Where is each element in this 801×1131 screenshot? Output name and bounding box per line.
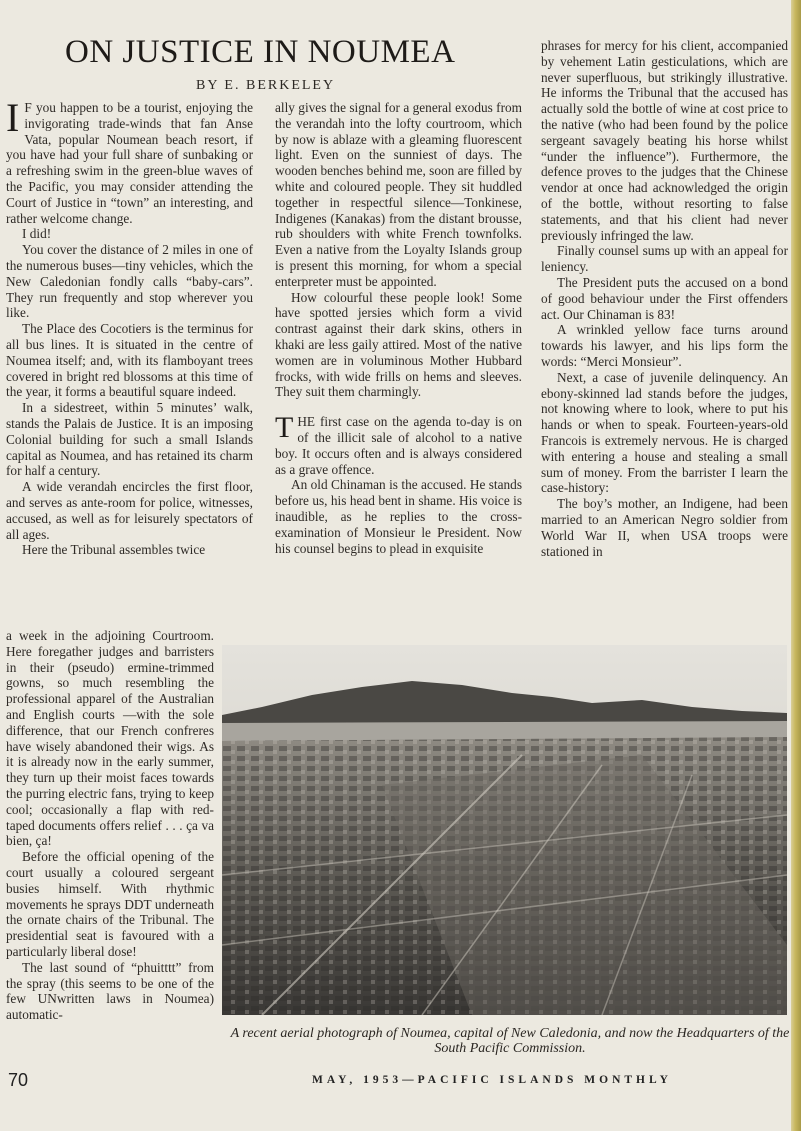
- page-number: 70: [8, 1070, 29, 1090]
- paragraph: Before the official opening of the court usually a coloured sergeant busies himself. With rhythmic movements he sprays DDT underneath the ornate chairs of the Tribunal. The presidential seat is favoured with a particularly liberal dose!: [6, 849, 214, 959]
- paragraph: A wide verandah encircles the first floor, and serves as ante-room for police, witnesses, accused, as well as for leisurely spectators of all ages.: [6, 479, 253, 542]
- column-3: [541, 38, 788, 559]
- paragraph: In a sidestreet, within 5 minutes’ walk, stands the Palais de Justice. It is an imposing Colonial building for such a small Islands capital as Noumea, and has retained its charm for half a century.: [6, 400, 253, 479]
- paragraph: You cover the distance of 2 miles in one of the numerous buses—tiny vehicles, which the New Caledonian fondly calls “baby-cars”. They run frequently and stop wherever you like.: [6, 242, 253, 321]
- article-title: ON JUSTICE IN NOUMEA: [65, 34, 456, 70]
- paragraph: I did!: [22, 226, 52, 242]
- aerial-photo-image: [222, 645, 787, 1015]
- paragraph: The boy’s mother, an Indigene, had been married to an American Negro soldier from World War II, when USA troops were stationed in: [541, 496, 788, 559]
- page-edge: [791, 0, 801, 1131]
- paragraph: ally gives the signal for a general exodus from the verandah into the lofty courtroom, which by now is ablaze with a gleaming fluorescent light. Even on the sunniest of days. The wooden benches behind me, soon are filled by white and coloured people. They sit huddled together in respectful silence—Tonkinese, Indigenes (Kanakas) from the distant brousse, rub shoulders with white French townfolks. Even a native from the Loyalty Islands group is present this morning, for whom a special enterpreter must be appointed.: [275, 100, 522, 289]
- drop-cap: I: [6, 95, 20, 140]
- paragraph: [275, 411, 522, 477]
- aerial-photograph: [222, 645, 787, 1015]
- section-gap: [275, 400, 522, 414]
- paragraph: a week in the adjoining Courtroom. Here foregather judges and barristers in their (pseudo) ermine-trimmed gowns, so much resembling the professional apparel of the Australian and English courts —with the sole difference, that our French confreres have wisely abandoned their wigs. As it is already now in the early summer, they turn up their moist faces towards the purring electric fans, trying to keep cool; occasionally a flap with red-taped documents offers relief . . . ça va bien, ça!: [6, 628, 214, 849]
- drop-cap: T: [275, 411, 294, 445]
- paragraph: phrases for mercy for his client, accompanied by vehement Latin gesticulations, which are never superfluous, but strikingly illustrative. He informs the Tribunal that the accused has actually sold the bottle of wine at cost price to the native (who had been found by the police sergeant savagely beating his horse whilst “under the influence”). Furthermore, the defence proves to the judges that the Chinese vendor at once had acknowledged the origin of the bottle, without resorting to false statements, and that his client had never previously infringed the law.: [541, 38, 788, 243]
- column-1-continued: [6, 628, 214, 1023]
- paragraph: The President puts the accused on a bond of good behaviour under the First offenders act. Our Chinaman is 83!: [541, 274, 788, 322]
- paragraph: Next, a case of juvenile delinquency. An ebony-skinned lad stands before the judges, not knowing where to look, where to put his hands or when to speak. Fourteen-years-old Francois is extremely nervous. He is charged with entering a house and stealing a small sum of money. From the barrister I learn the case-history:: [541, 369, 788, 496]
- paragraph: [6, 95, 253, 226]
- paragraph: A wrinkled yellow face turns around towards his lawyer, and his lips form the words: “Merci Monsieur”.: [541, 322, 788, 369]
- paragraph-text: F you happen to be a tourist, enjoying the invigorating trade-winds that fan Anse Vata, popular Noumean beach resort, if you have had your full share of sunbaking or a refreshing swim in the green-blue waves of the Pacific, you may consider attending the Court of Justice in “town” an interesting, and rather welcome change.: [6, 100, 253, 226]
- magazine-footer: MAY, 1953—PACIFIC ISLANDS MONTHLY: [312, 1074, 672, 1086]
- paragraph: Finally counsel sums up with an appeal for leniency.: [541, 243, 788, 275]
- paragraph: The last sound of “phuitttt” from the spray (this seems to be one of the few UNwritten laws in Noumea) automatic-: [6, 959, 214, 1023]
- article-byline: BY E. BERKELEY: [196, 78, 336, 93]
- paragraph: The Place des Cocotiers is the terminus for all bus lines. It is situated in the centre of Noumea itself; and, with its flamboyant trees covered in bright red blossoms at this time of the year, it forms a beautiful square indeed.: [6, 321, 253, 400]
- photo-caption: A recent aerial photograph of Noumea, capital of New Caledonia, and now the Headquarters of the South Pacific Commission.: [230, 1026, 790, 1056]
- column-2: [275, 100, 522, 556]
- paragraph: An old Chinaman is the accused. He stands before us, his head bent in shame. His voice is inaudible, as he replies to the cross-examination of Monsieur le President. Now his counsel begins to plead in exquisite: [275, 477, 522, 556]
- paragraph: Here the Tribunal assembles twice: [22, 542, 206, 558]
- column-1: [6, 95, 253, 558]
- paragraph-text: HE first case on the agenda to-day is on of the illicit sale of alcohol to a native boy. It occurs often and is always considered as a grave offence.: [275, 414, 522, 477]
- paragraph: How colourful these people look! Some have spotted jersies which form a vivid contrast against their dark skins, others in khaki are less gaily attired. Most of the native women are in voluminous Mother Hubbard frocks, with wide frills on hems and sleeves. They suit them charmingly.: [275, 289, 522, 400]
